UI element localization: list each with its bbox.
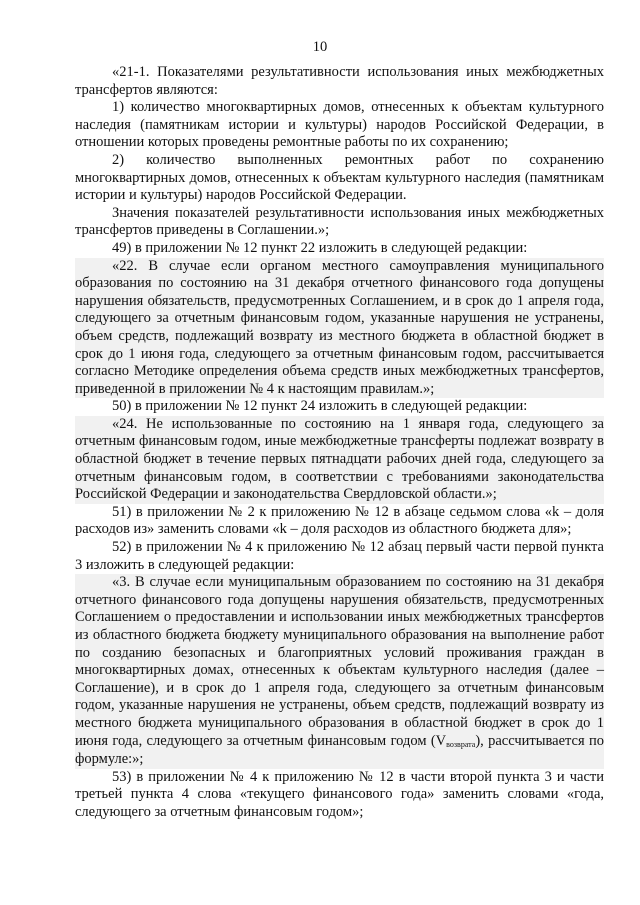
paragraph-indicator-2: 2) количество выполненных ремонтных работ по сохранению многоквартирных домов, отнесенных к объектам культурного наследия (памятникам истории и культуры) народов Российской Федерации. <box>75 151 604 204</box>
paragraph-21-1: «21-1. Показателями результативности использования иных межбюджетных трансфертов являются: <box>75 64 604 98</box>
document-body <box>75 64 604 822</box>
paragraph-quote-3-text: «3. В случае если муниципальным образованием по состоянию на 31 декабря отчетного финансового года допущены нарушения обязательств, предусмотренных Соглашением о предоставлении и использовании иных межбюджетных трансфертов из областного бюджета бюджету муниципального образования на выполнение работ по созданию безопасных и благоприятных условий проживания граждан в многоквартирных домах, отнесенных к объектам культурного наследия (далее – Соглашение), и в срок до 1 апреля года, следующего за отчетным финансовым годом, указанные нарушения не устранены, объем средств, подлежащий возврату из местного бюджета муниципального образования в областной бюджет в срок до 1 июня года, следующего за отчетным финансовым годом (V <box>75 574 604 749</box>
paragraph-item-52: 52) в приложении № 4 к приложению № 12 абзац первый части первой пункта 3 изложить в следующей редакции: <box>75 539 604 573</box>
paragraph-item-51: 51) в приложении № 2 к приложению № 12 в абзаце седьмом слова «k – доля расходов из» заменить словами «k – доля расходов из областного бюджета для»; <box>75 503 604 538</box>
paragraph-quote-22: «22. В случае если органом местного самоуправления муниципального образования по состоянию на 31 декабря отчетного финансового года допущены нарушения обязательств, предусмотренных Соглашением, и в срок до 1 апреля года, следующего за отчетным финансовым годом, указанные нарушения не устранены, объем средств, подлежащий возврату из местного бюджета в областной бюджет в срок до 1 июня года, следующего за отчетным финансовым годом, рассчитывается согласно Методике определения объема средств иных межбюджетных трансфертов, приведенной в приложении № 4 к настоящим правилам.»; <box>75 257 604 397</box>
page-number: 10 <box>312 39 328 55</box>
paragraph-item-50: 50) в приложении № 12 пункт 24 изложить в следующей редакции: <box>112 398 528 415</box>
paragraph-quote-24: «24. Не использованные по состоянию на 1 января года, следующего за отчетным финансовым годом, иные межбюджетные трансферты подлежат возврату в областной бюджет в течение первых пятнадцати рабочих дней года, следующего за отчетным финансовым годом, в соответствии с требованиями законодательства Российской Федерации и законодательства Свердловской области.»; <box>75 415 604 503</box>
paragraph-indicator-values: Значения показателей результативности использования иных межбюджетных трансфертов приведены в Соглашении.»; <box>75 204 604 239</box>
paragraph-item-53: 53) в приложении № 4 к приложению № 12 в части второй пункта 3 и части третьей пункта 4 слова «текущего финансового года» заменить словами «года, следующего за отчетным финансовым годом»; <box>75 768 604 820</box>
paragraph-quote-3-tail: ), рассчитывается по формуле:»; <box>75 732 604 768</box>
paragraph-item-49: 49) в приложении № 12 пункт 22 изложить в следующей редакции: <box>112 239 528 256</box>
paragraph-indicator-1: 1) количество многоквартирных домов, отнесенных к объектам культурного наследия (памятникам истории и культуры) народов Российской Федерации, в отношении которых проведены ремонтные работы по их сохранению; <box>75 99 604 151</box>
v-subscript: возврата <box>446 739 476 749</box>
paragraph-quote-3 <box>75 574 604 769</box>
